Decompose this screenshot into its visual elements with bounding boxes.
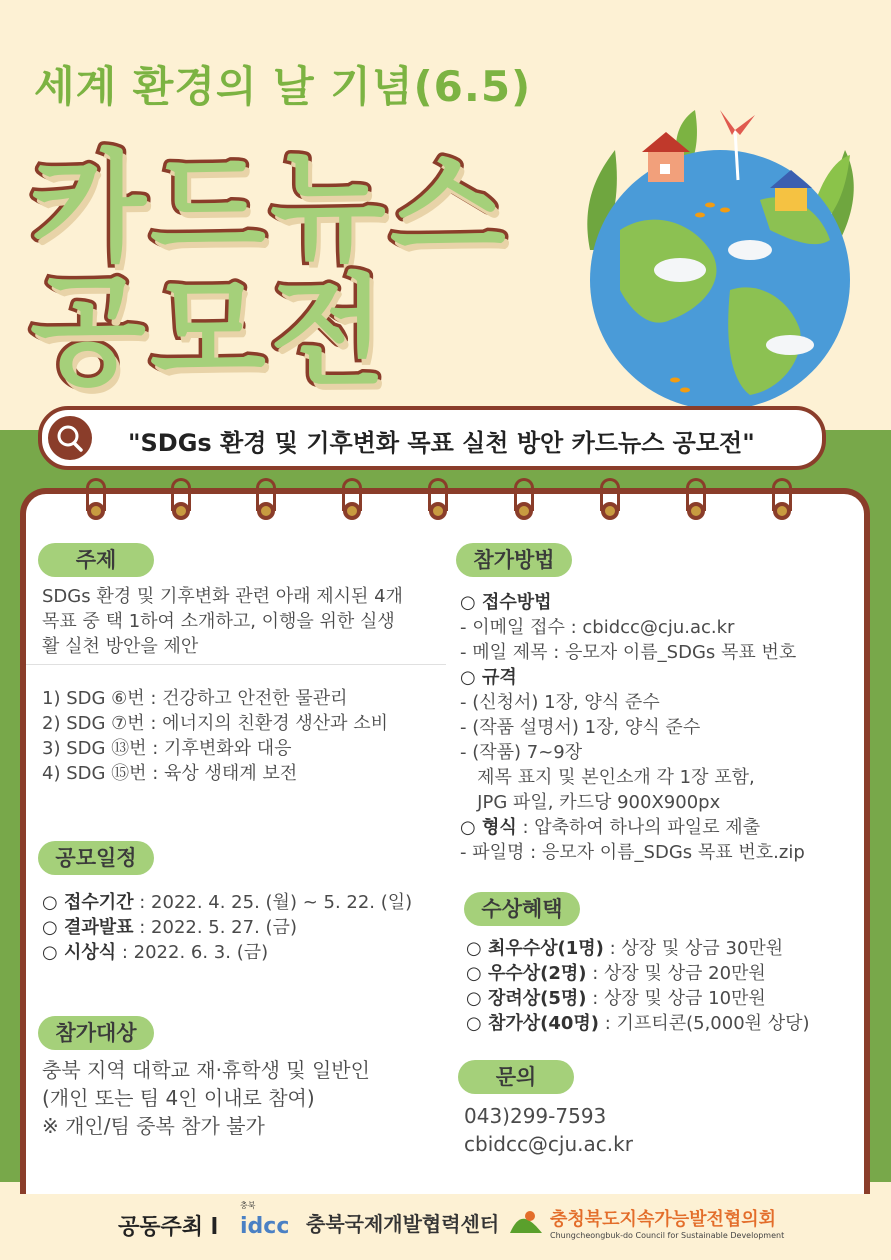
binder-ring <box>256 478 276 524</box>
event-subtitle: 세계 환경의 날 기념(6.5) <box>34 62 532 111</box>
contest-title: "SDGs 환경 및 기후변화 목표 실천 방안 카드뉴스 공모전" <box>128 429 755 457</box>
target-label: 참가대상 <box>38 1016 154 1050</box>
spec-head: ○ 규격 <box>460 667 517 688</box>
spec-line: - (신청서) 1장, 양식 준수 <box>460 692 660 713</box>
title-line-2: 공모전 <box>30 263 390 402</box>
spec-line: 제목 표지 및 본인소개 각 1장 포함, <box>460 767 755 788</box>
search-icon <box>48 416 92 460</box>
theme-desc-line: 목표 중 택 1하여 소개하고, 이행을 위한 실생 <box>42 611 395 632</box>
theme-desc-line: 활 실천 방안을 제안 <box>42 636 199 657</box>
org-council-english: Chungcheongbuk-do Council for Sustainable Development <box>550 1230 785 1240</box>
binder-ring <box>342 478 362 524</box>
sdg-item: 2) SDG ⑦번 : 에너지의 친환경 생산과 소비 <box>42 713 389 734</box>
awards-label: 수상혜택 <box>464 892 580 926</box>
divider <box>26 664 446 665</box>
mountain-icon <box>508 1207 544 1237</box>
org-idcc-logo <box>240 1200 499 1244</box>
spec-line: JPG 파일, 카드당 900X900px <box>460 792 721 813</box>
binder-ring <box>428 478 448 524</box>
target-line: 충북 지역 대학교 재·휴학생 및 일반인 <box>42 1058 370 1082</box>
contact-phone: 043)299-7593 <box>464 1104 607 1128</box>
sdg-item: 4) SDG ⑮번 : 육상 생태계 보전 <box>42 763 298 784</box>
title-search-bar <box>38 406 826 470</box>
target-line: ※ 개인/팀 중복 참가 불가 <box>42 1114 265 1138</box>
binder-ring <box>686 478 706 524</box>
org-idcc-name: 충북국제개발협력센터 <box>306 1211 500 1236</box>
award-row: ○ 장려상(5명) : 상장 및 상금 10만원 <box>466 988 766 1009</box>
filename-line: - 파일명 : 응모자 이름_SDGs 목표 번호.zip <box>460 842 805 863</box>
binder-ring <box>514 478 534 524</box>
schedule-row: ○ 결과발표 : 2022. 5. 27. (금) <box>42 917 297 938</box>
sdg-item: 1) SDG ⑥번 : 건강하고 안전한 물관리 <box>42 688 348 709</box>
contact-label: 문의 <box>458 1060 574 1094</box>
receive-line: - 이메일 접수 : cbidcc@cju.ac.kr <box>460 617 735 638</box>
title-line-1: 카드뉴스 <box>30 139 510 278</box>
org-council-name: 충청북도지속가능발전협의회 <box>550 1208 777 1230</box>
schedule-row: ○ 접수기간 : 2022. 4. 25. (월) ~ 5. 22. (일) <box>42 892 413 913</box>
schedule-label: 공모일정 <box>38 841 154 875</box>
sdg-item: 3) SDG ⑬번 : 기후변화와 대응 <box>42 738 292 759</box>
co-host-label: 공동주최 l <box>118 1215 219 1240</box>
earth-illustration <box>560 110 880 410</box>
receive-head: ○ 접수방법 <box>460 592 552 613</box>
binder-ring <box>86 478 106 524</box>
award-row: ○ 참가상(40명) : 기프티콘(5,000원 상당) <box>466 1013 810 1034</box>
org-council-logo <box>508 1200 784 1244</box>
award-row: ○ 우수상(2명) : 상장 및 상금 20만원 <box>466 963 766 984</box>
spec-line: - (작품) 7~9장 <box>460 742 583 763</box>
format-row: ○ 형식 : 압축하여 하나의 파일로 제출 <box>460 817 761 838</box>
binder-ring <box>600 478 620 524</box>
receive-line: - 메일 제목 : 응모자 이름_SDGs 목표 번호 <box>460 642 797 663</box>
idcc-logo-icon: 충북 idcc <box>240 1201 290 1239</box>
method-label: 참가방법 <box>456 543 572 577</box>
binder-ring <box>171 478 191 524</box>
schedule-row: ○ 시상식 : 2022. 6. 3. (금) <box>42 942 269 963</box>
theme-desc-line: SDGs 환경 및 기후변화 관련 아래 제시된 4개 <box>42 586 403 607</box>
spec-line: - (작품 설명서) 1장, 양식 준수 <box>460 717 701 738</box>
binder-ring <box>772 478 792 524</box>
contact-email[interactable]: cbidcc@cju.ac.kr <box>464 1132 633 1156</box>
target-line: (개인 또는 팀 4인 이내로 참여) <box>42 1086 315 1110</box>
theme-label: 주제 <box>38 543 154 577</box>
award-row: ○ 최우수상(1명) : 상장 및 상금 30만원 <box>466 938 784 959</box>
